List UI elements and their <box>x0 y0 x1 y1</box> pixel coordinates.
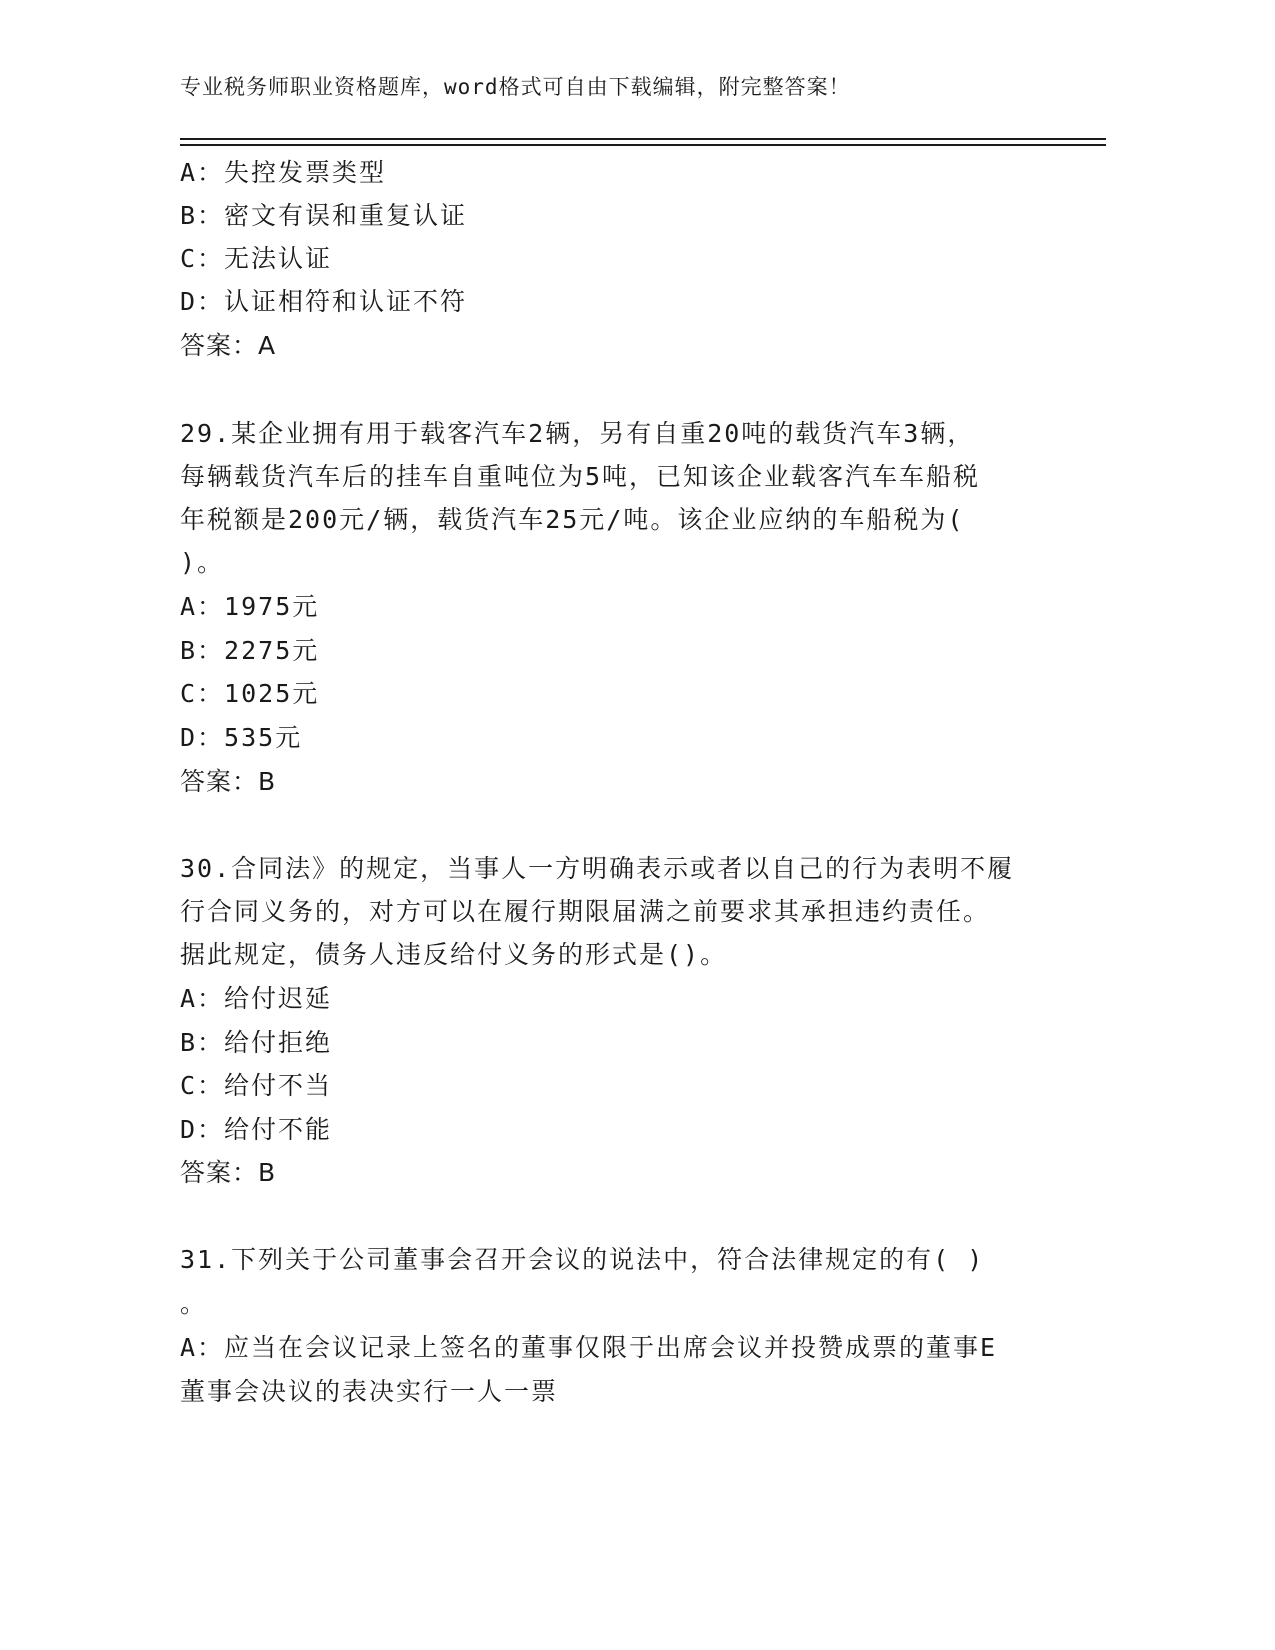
header-rule-top <box>180 138 1106 140</box>
q29-stem-line-1: 29.某企业拥有用于载客汽车2辆，另有自重20吨的载货汽车3辆， <box>180 419 975 448</box>
page-header: 专业税务师职业资格题库，word格式可自由下载编辑，附完整答案！ <box>180 75 851 99</box>
header-rule-bottom <box>180 144 1106 146</box>
q31-option-a-line-1: A：应当在会议记录上签名的董事仅限于出席会议并投赞成票的董事E <box>180 1333 998 1362</box>
q29-option-c: C：1025元 <box>180 679 320 708</box>
q29-option-b: B：2275元 <box>180 636 320 665</box>
q30-stem-line-1: 30.合同法》的规定，当事人一方明确表示或者以自己的行为表明不履 <box>180 854 1015 883</box>
q30-answer: 答案：B <box>180 1158 277 1187</box>
q29-answer: 答案：B <box>180 767 277 796</box>
q31-stem-line-1: 31.下列关于公司董事会召开会议的说法中，符合法律规定的有( ) <box>180 1245 985 1274</box>
q29-option-a: A：1975元 <box>180 592 320 621</box>
q28-option-c: C：无法认证 <box>180 244 333 273</box>
q30-stem-line-3: 据此规定，债务人违反给付义务的形式是()。 <box>180 940 728 969</box>
q28-answer: 答案：A <box>180 331 277 360</box>
q28-option-b: B：密文有误和重复认证 <box>180 201 468 230</box>
q28-option-d: D：认证相符和认证不符 <box>180 287 468 316</box>
q29-option-d: D：535元 <box>180 723 303 752</box>
q30-option-c: C：给付不当 <box>180 1071 333 1100</box>
q30-stem-line-2: 行合同义务的，对方可以在履行期限届满之前要求其承担违约责任。 <box>180 897 991 926</box>
q30-option-b: B：给付拒绝 <box>180 1028 333 1057</box>
q29-stem-line-4: )。 <box>180 548 225 577</box>
q31-option-a-line-2: 董事会决议的表决实行一人一票 <box>180 1377 559 1406</box>
q28-option-a: A：失控发票类型 <box>180 158 387 187</box>
q30-option-d: D：给付不能 <box>180 1115 333 1144</box>
q29-stem-line-3: 年税额是200元/辆，载货汽车25元/吨。该企业应纳的车船税为( <box>180 505 965 534</box>
q30-option-a: A：给付迟延 <box>180 984 333 1013</box>
q29-stem-line-2: 每辆载货汽车后的挂车自重吨位为5吨，已知该企业载客汽车车船税 <box>180 462 981 491</box>
q31-stem-line-2: 。 <box>180 1289 208 1318</box>
